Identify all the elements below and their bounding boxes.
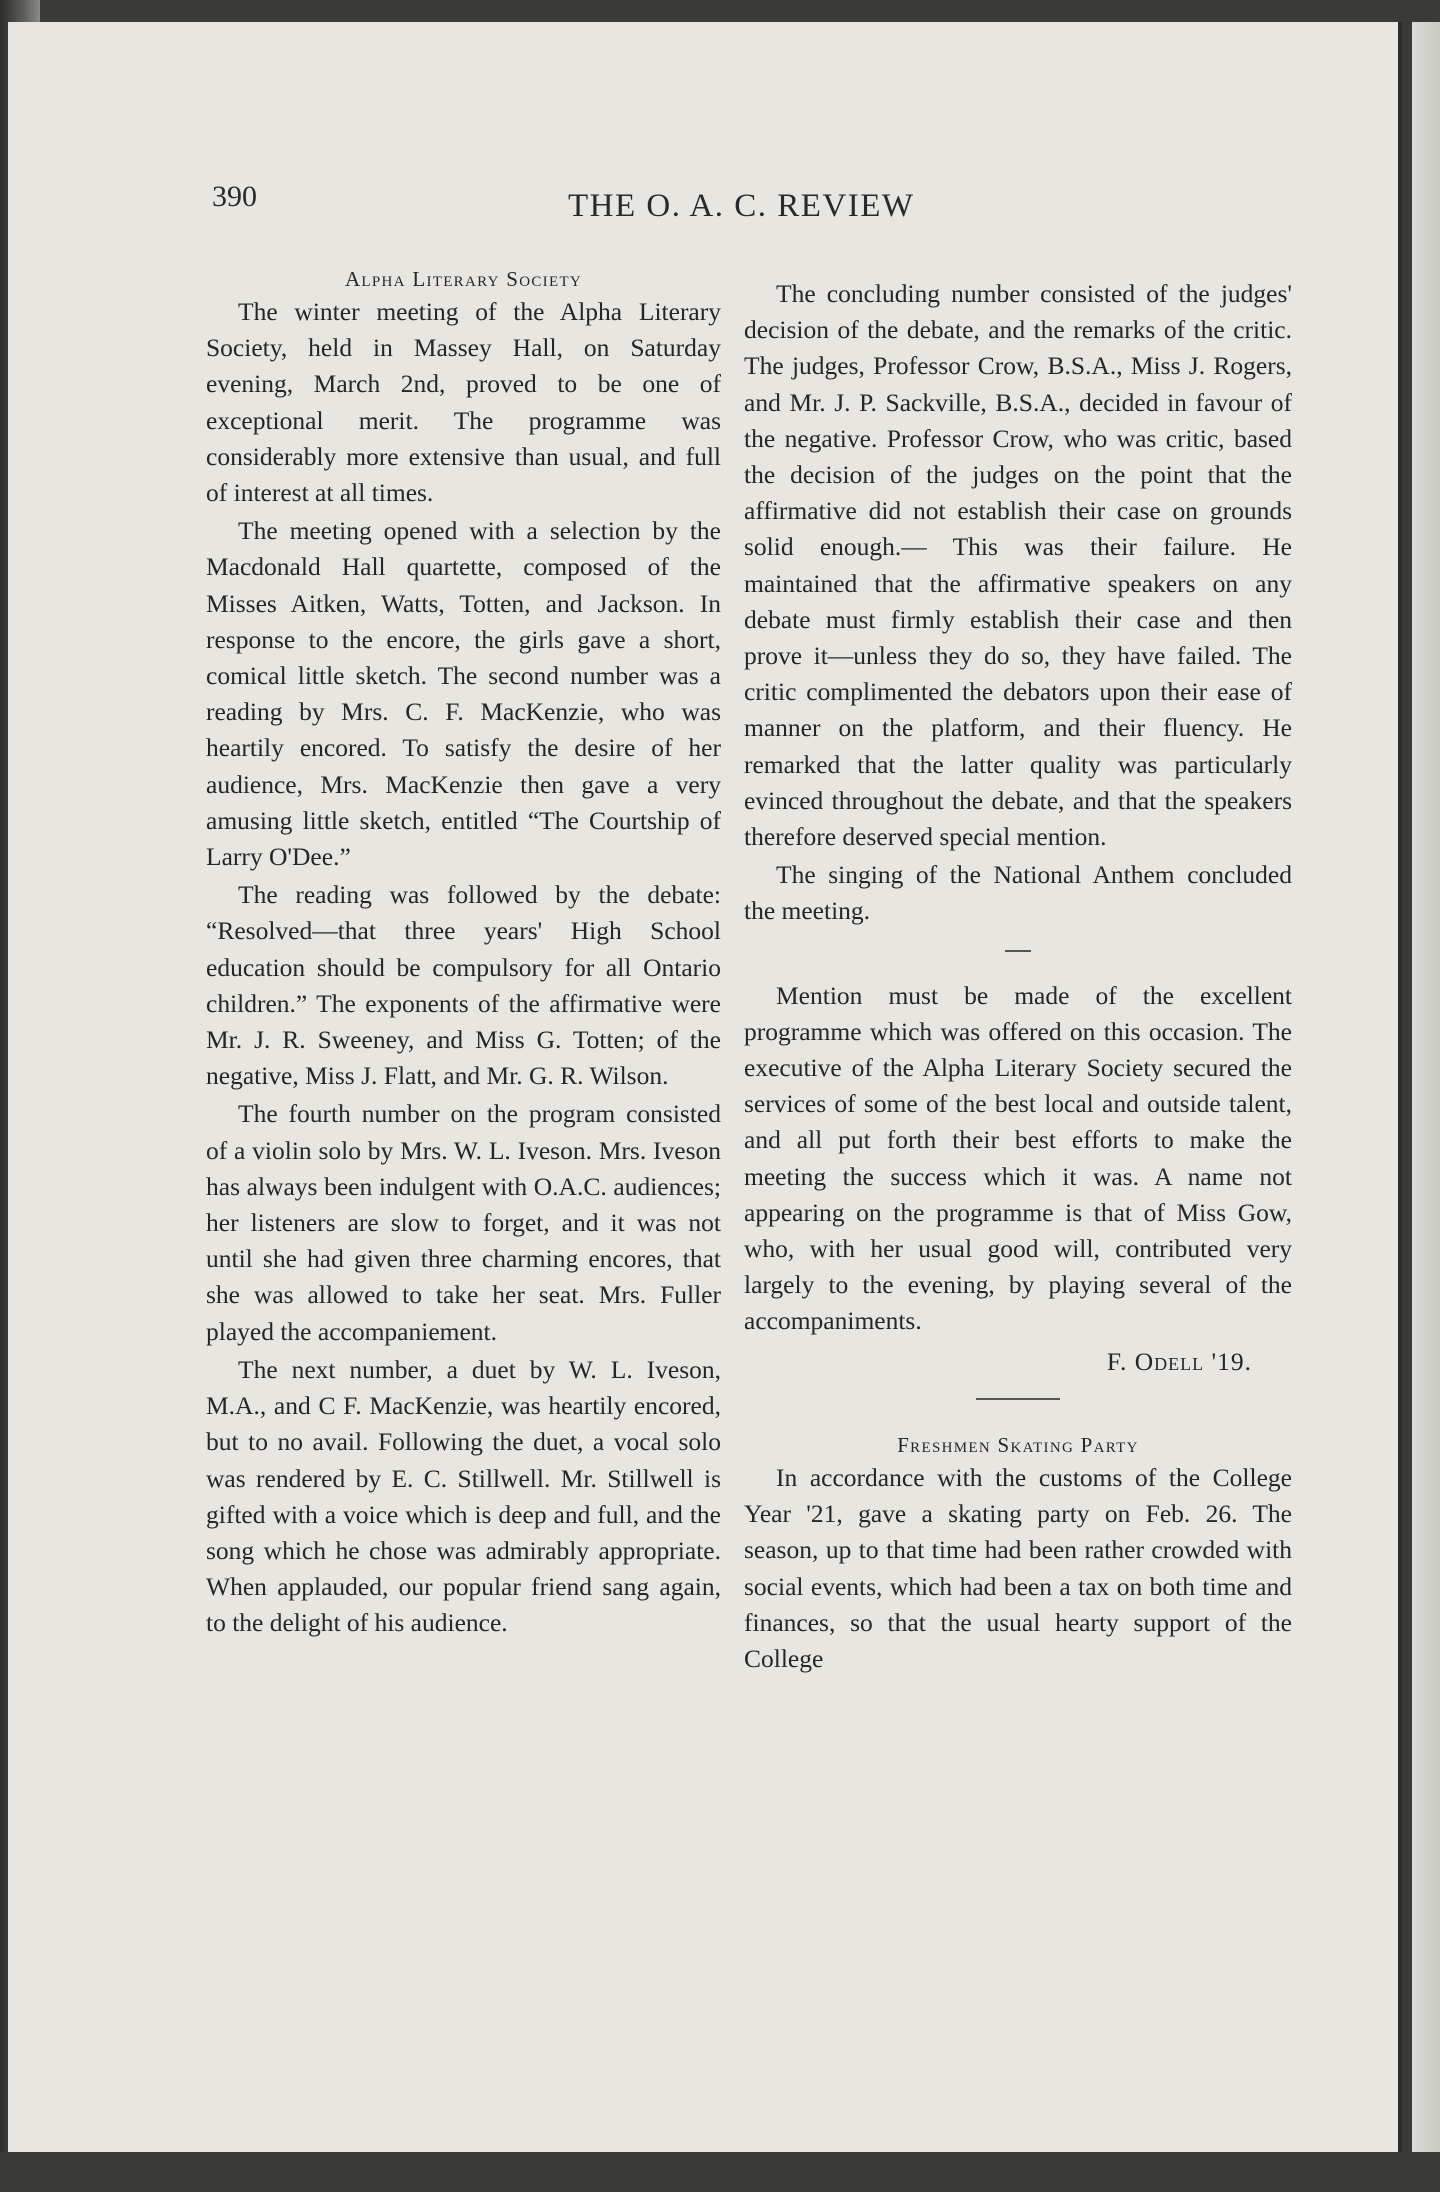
section-heading-alpha: Alpha Literary Society	[344, 267, 583, 291]
running-head: THE O. A. C. REVIEW	[568, 188, 915, 224]
paragraph: Mention must be made of the excellent programme which was offered on this occasion. The executive of the Alpha Literary Society secured the services of some of the best local and outside talent, and all put forth their best efforts to make the meeting the success which it was. A name not appearing on the programme is that of Miss Gow, who, with her usual good will, contributed very largely to the evening, by playing several of the accompaniments.	[744, 980, 1292, 1336]
page-number: 390	[212, 180, 257, 213]
paragraph: The concluding number consisted of the judges' decision of the debate, and the remarks of the critic. The judges, Professor Crow, B.S.A., Miss J. Rogers, and Mr. J. P. Sackville, B.S.A., decided in favour of the negative. Professor Crow, who was critic, based the decision of the judges on the point that the affirmative did not establish their case on grounds solid enough.— This was their failure. He maintained that the affirmative speakers on any debate must firmly establish their case and then prove it—unless they do so, they have failed. The critic complimented the debators upon their ease of manner on the platform, and their fluency. He remarked that the latter quality was particularly evinced throughout the debate, and that the speakers therefore deserved special mention.	[744, 279, 1292, 852]
section-divider	[1005, 950, 1031, 952]
left-column	[206, 262, 721, 1644]
paragraph: The reading was followed by the debate: “Resolved—that three years' High School education should be compulsory for all Ontario children.” The exponents of the affirmative were Mr. J. R. Sweeney, and Miss G. Totten; of the negative, Miss J. Flatt, and Mr. G. R. Wilson.	[206, 880, 721, 1091]
paragraph: The next number, a duet by W. L. Iveson, M.A., and C F. MacKenzie, was heartily encored, but to no avail. Following the duet, a vocal solo was rendered by E. C. Stillwell. Mr. Stillwell is gifted with a voice which is deep and full, and the song which he chose was admirably appropriate. When applauded, our popular friend sang again, to the delight of his audience.	[206, 1354, 721, 1638]
facing-page-edge	[1412, 22, 1440, 2192]
right-column	[744, 276, 1292, 1679]
author-signature: F. Odell '19.	[1106, 1346, 1252, 1376]
paragraph: In accordance with the customs of the College Year '21, gave a skating party on Feb. 26. The season, up to that time had been rather crowded with social events, which had been a tax on both time and finances, so that the usual hearty support of the College	[744, 1462, 1292, 1673]
paragraph: The singing of the National Anthem concluded the meeting.	[744, 860, 1292, 926]
paragraph: The fourth number on the program consisted of a violin solo by Mrs. W. L. Iveson. Mrs. Iveson has always been indulgent with O.A.C. audiences; her listeners are slow to forget, and it was not until she had given three charming encores, that she was allowed to take her seat. Mrs. Fuller played the accompaniement.	[206, 1099, 721, 1346]
section-divider	[976, 1398, 1060, 1400]
paragraph: The meeting opened with a selection by the Macdonald Hall quartette, composed of the Misses Aitken, Watts, Totten, and Jackson. In response to the encore, the girls gave a short, comical little sketch. The second number was a reading by Mrs. C. F. MacKenzie, who was heartily encored. To satisfy the desire of her audience, Mrs. MacKenzie then gave a very amusing little sketch, entitled “The Courtship of Larry O'Dee.”	[206, 516, 721, 872]
paragraph: The winter meeting of the Alpha Literary Society, held in Massey Hall, on Saturday evening, March 2nd, proved to be one of exceptional merit. The programme was considerably more extensive than usual, and full of interest at all times.	[206, 297, 721, 508]
section-heading-skating: Freshmen Skating Party	[897, 1432, 1139, 1457]
scanner-edge-bottom	[0, 2152, 1440, 2192]
